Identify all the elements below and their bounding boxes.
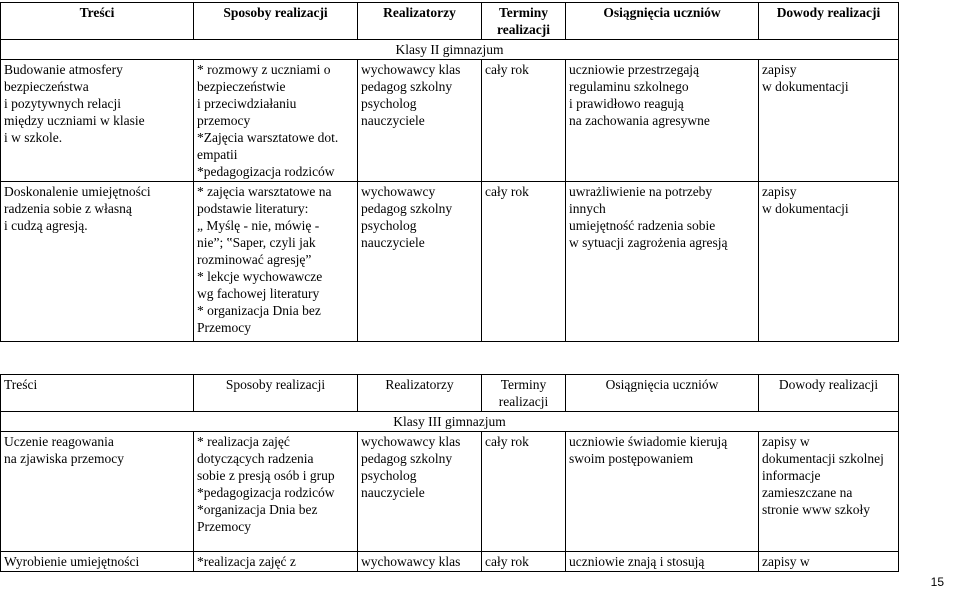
table-header-row [1, 375, 899, 412]
text-line: nauczyciele [361, 235, 425, 250]
table-klasy-ii [0, 2, 899, 342]
header-osiagniecia: Osiągnięcia uczniów [566, 375, 759, 412]
text-line: podstawie literatury: [197, 201, 309, 216]
text-line: Przemocy [197, 519, 251, 534]
text-line: pedagog szkolny [361, 79, 453, 94]
text-line: psycholog [361, 218, 417, 233]
cell-osiagniecia [566, 60, 759, 182]
text-line: i przeciwdziałaniu [197, 96, 297, 111]
text-line: psycholog [361, 468, 417, 483]
text-line: na zachowania agresywne [569, 113, 710, 128]
text-line: bezpieczeństwa [4, 79, 89, 94]
text-line: w dokumentacji [762, 201, 849, 216]
text-line: *organizacja Dnia bez [197, 502, 318, 517]
grade-row [1, 40, 899, 60]
text-line: między uczniami w klasie [4, 113, 145, 128]
text-line: uczniowie świadomie kierują [569, 434, 728, 449]
text-line: psycholog [361, 96, 417, 111]
table-header-row [1, 3, 899, 40]
text-line: zapisy w [762, 434, 810, 449]
cell-sposoby [194, 182, 358, 342]
text-line: radzenia sobie z własną [4, 201, 132, 216]
grade-label: Klasy II gimnazjum [1, 40, 899, 60]
text-line: *Zajęcia warsztatowe dot. [197, 130, 339, 145]
cell-realizatorzy [358, 60, 482, 182]
text-line: zamieszczane na [762, 485, 853, 500]
header-tresci: Treści [1, 3, 194, 40]
text-line: informacje [762, 468, 821, 483]
text-line: empatii [197, 147, 238, 162]
text-line: regulaminu szkolnego [569, 79, 689, 94]
text-line: pedagog szkolny [361, 451, 453, 466]
text-line: bezpieczeństwie [197, 79, 286, 94]
text-line: Uczenie reagowania [4, 434, 114, 449]
table-row [1, 552, 899, 572]
cell-dowody [759, 432, 899, 552]
text-line: wychowawcy klas [361, 434, 461, 449]
text-line: * rozmowy z uczniami o [197, 62, 331, 77]
text-line: nie”; ‟Saper, czyli jak [197, 235, 316, 250]
text-line: Doskonalenie umiejętności [4, 184, 151, 199]
text-line: umiejętność radzenia sobie [569, 218, 716, 233]
table-row [1, 60, 899, 182]
table-row [1, 432, 899, 552]
text-line: i pozytywnych relacji [4, 96, 121, 111]
text-line: wychowawcy klas [361, 62, 461, 77]
cell-dowody [759, 182, 899, 342]
text-line: Przemocy [197, 320, 251, 335]
text-line: rozminować agresję” [197, 252, 312, 267]
text-line: na zjawiska przemocy [4, 451, 124, 466]
text-line: zapisy [762, 62, 797, 77]
text-line: „ Myślę - nie, mówię - [197, 218, 320, 233]
text-line: * lekcje wychowawcze [197, 269, 323, 284]
header-terminy: Terminy realizacji [482, 375, 566, 412]
header-dowody: Dowody realizacji [759, 375, 899, 412]
cell-osiagniecia [566, 182, 759, 342]
header-sposoby: Sposoby realizacji [194, 375, 358, 412]
cell-osiagniecia [566, 432, 759, 552]
text-line: i w szkole. [4, 130, 63, 145]
text-line: sobie z presją osób i grup [197, 468, 335, 483]
text-line: nauczyciele [361, 485, 425, 500]
text-line: swoim postępowaniem [569, 451, 694, 466]
text-line: * zajęcia warsztatowe na [197, 184, 332, 199]
header-dowody: Dowody realizacji [759, 3, 899, 40]
text-line: pedagog szkolny [361, 201, 453, 216]
header-realizatorzy: Realizatorzy [358, 375, 482, 412]
text-line: dotyczących radzenia [197, 451, 314, 466]
grade-row [1, 412, 899, 432]
cell-terminy: cały rok [482, 182, 566, 342]
cell-realizatorzy: wychowawcy klas [358, 552, 482, 572]
text-line: wg fachowej literatury [197, 286, 320, 301]
header-osiagniecia: Osiągnięcia uczniów [566, 3, 759, 40]
text-line: nauczyciele [361, 113, 425, 128]
cell-tresci [1, 432, 194, 552]
cell-tresci [1, 60, 194, 182]
text-line: i prawidłowo reagują [569, 96, 684, 111]
cell-realizatorzy [358, 182, 482, 342]
table-klasy-iii [0, 374, 899, 572]
text-line: *pedagogizacja rodziców [197, 485, 335, 500]
cell-sposoby [194, 432, 358, 552]
cell-sposoby: *realizacja zajęć z [194, 552, 358, 572]
text-line: dokumentacji szkolnej [762, 451, 884, 466]
text-line: uczniowie przestrzegają [569, 62, 700, 77]
text-line: *pedagogizacja rodziców [197, 164, 335, 179]
cell-dowody: zapisy w [759, 552, 899, 572]
text-line: w sytuacji zagrożenia agresją [569, 235, 728, 250]
text-line: uwrażliwienie na potrzeby [569, 184, 713, 199]
cell-terminy: cały rok [482, 432, 566, 552]
text-line: w dokumentacji [762, 79, 849, 94]
page-number: 15 [930, 575, 944, 589]
cell-tresci [1, 182, 194, 342]
cell-terminy: cały rok [482, 552, 566, 572]
text-line: wychowawcy [361, 184, 436, 199]
text-line: innych [569, 201, 606, 216]
cell-tresci: Wyrobienie umiejętności [1, 552, 194, 572]
header-tresci: Treści [1, 375, 194, 412]
text-line: stronie www szkoły [762, 502, 870, 517]
grade-label: Klasy III gimnazjum [1, 412, 899, 432]
header-terminy: Terminy realizacji [482, 3, 566, 40]
text-line: przemocy [197, 113, 251, 128]
cell-dowody [759, 60, 899, 182]
header-realizatorzy: Realizatorzy [358, 3, 482, 40]
table-row [1, 182, 899, 342]
text-line: * realizacja zajęć [197, 434, 290, 449]
cell-sposoby [194, 60, 358, 182]
cell-osiagniecia: uczniowie znają i stosują [566, 552, 759, 572]
text-line: zapisy [762, 184, 797, 199]
cell-terminy: cały rok [482, 60, 566, 182]
text-line: * organizacja Dnia bez [197, 303, 321, 318]
header-sposoby: Sposoby realizacji [194, 3, 358, 40]
text-line: i cudzą agresją. [4, 218, 88, 233]
cell-realizatorzy [358, 432, 482, 552]
text-line: Budowanie atmosfery [4, 62, 123, 77]
